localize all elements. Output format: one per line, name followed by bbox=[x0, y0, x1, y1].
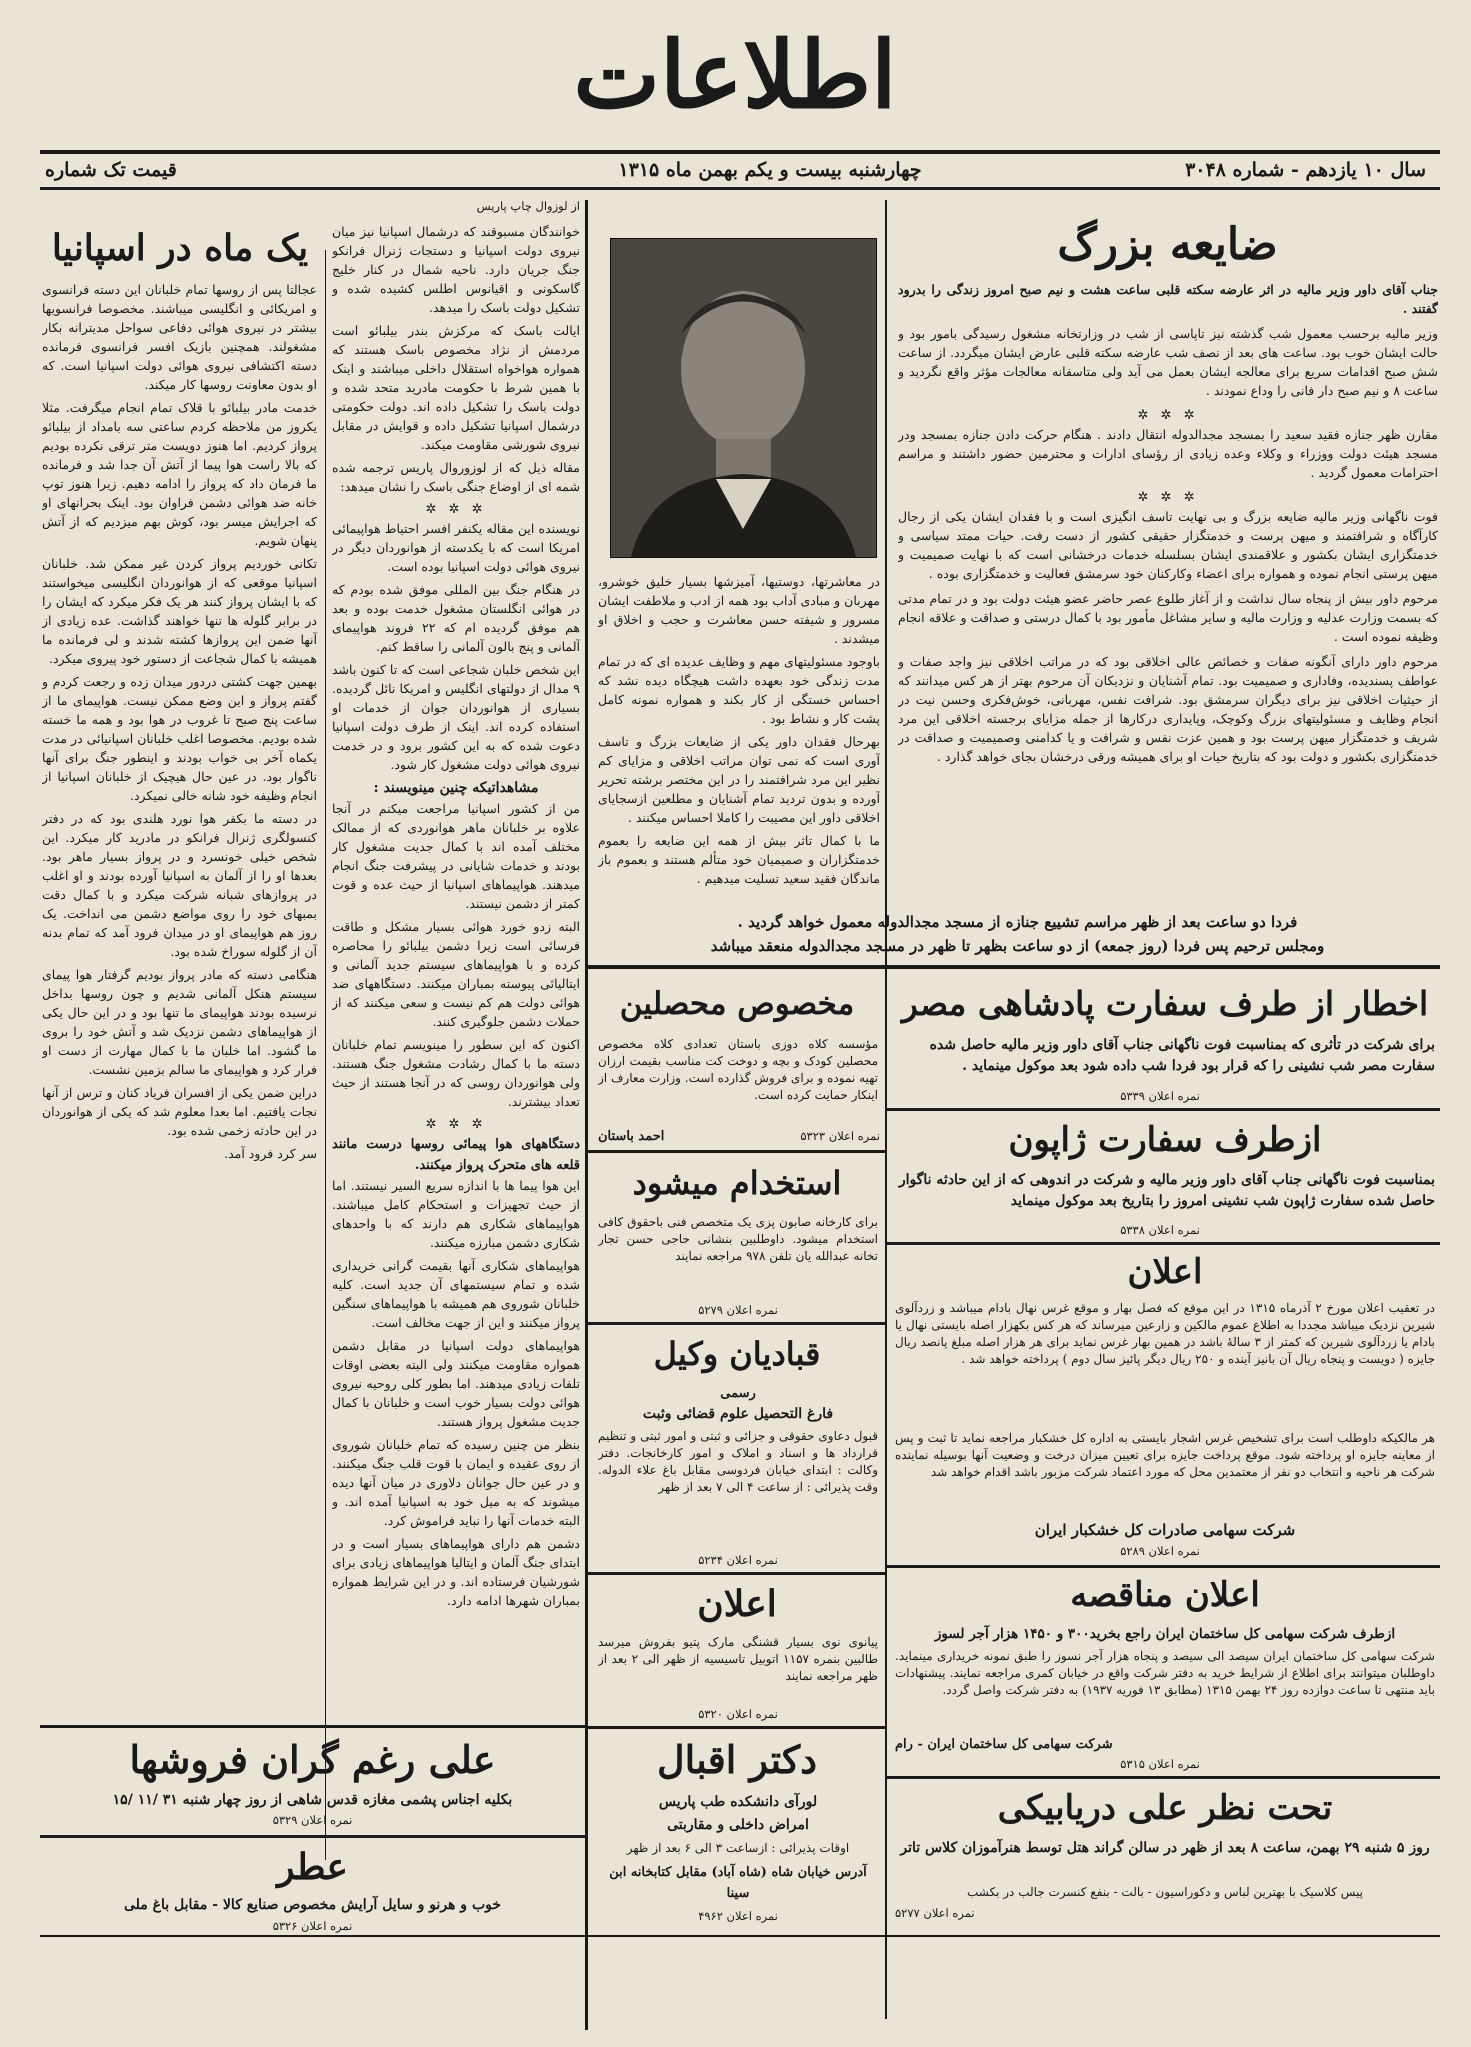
paragraph: هواپیماهای شکاری آنها بقیمت گرانی خریداری شده و تمام سیستمهای آن جدید است. کلیه خلبانان شوروی هم همیشه با هواپیماهای سنگین پرواز میکنند و این از جهت مخالف است. bbox=[332, 1258, 580, 1330]
ad-graduates-title: مخصوص محصلین bbox=[619, 986, 855, 1022]
paragraph: دراین ضمن یکی از افسران فریاد کنان و ترس از آنها نجات یافتیم. اما بعدا معلوم شد که یکی از هوانوردان در این حادثه زخمی شده بود. bbox=[42, 1085, 317, 1138]
paragraph: نویسنده این مقاله یکنفر افسر احتیاط هواپیمائی امریکا است که با یکدسته از هوانوردان دیگر در نیروی هوائی دولت اسپانیا بوده است. bbox=[332, 521, 580, 574]
ad-lawyer-degree: فارغ التحصیل علوم قضائی وثبت bbox=[642, 1406, 834, 1422]
ad-concert-text-2: پیس کلاسیک با بهترین لباس و دکوراسیون - بالت - بنفع کنسرت جالب در بکشب bbox=[966, 1885, 1363, 1899]
dateline-bottom-rule bbox=[40, 187, 1440, 190]
paragraph: جناب آقای داور وزیر مالیه در اثر عارضه سکته قلبی ساعت هشت و نیم صبح امروز زندگی را بدرود گفتند . bbox=[898, 282, 1438, 316]
ad-rule bbox=[887, 1565, 1440, 1568]
dateline-top-rule bbox=[40, 150, 1440, 154]
funeral-notice: فردا دو ساعت بعد از ظهر مراسم تشییع جنازه از مسجد مجدالدوله معمول خواهد گردید . bbox=[737, 913, 1298, 931]
paragraph: این هوا پیما ها با اندازه سریع السیر نیستند. اما از حیث تجهیزات و استحکام کامل میباشند. هواپیماهای شکاری هم دارند که با واحدهای شکاری دشمن مبارزه میکنند. bbox=[332, 1178, 580, 1250]
ad-perfume-title: عطر bbox=[277, 1846, 348, 1888]
section-stars: ✲ ✲ ✲ bbox=[1137, 490, 1199, 505]
ad-perfume-text: خوب و هرنو و سایل آرایش مخصوص صنایع کالا - مقابل باغ ملی bbox=[123, 1897, 502, 1913]
column-rule-right bbox=[885, 200, 887, 965]
ad-rule bbox=[588, 1150, 885, 1153]
ad-japan-text: بمناسبت فوت ناگهانی جناب آقای داور وزیر مالیه و شرکت در اندوهی که از این حادثه ناگوار حاصل شده سفارت ژاپون شب نشینی امروز را بتاریخ بعد موکول مینماید bbox=[898, 1172, 1435, 1209]
ad-rule bbox=[40, 1835, 585, 1838]
ad-graduates-ref: نمره اعلان ۵۳۲۳ bbox=[800, 1129, 880, 1143]
issue-number: سال ۱۰ یازدهم - شماره ۳۰۴۸ bbox=[1185, 159, 1426, 181]
ad-tender-ref: نمره اعلان ۵۳۱۵ bbox=[1120, 1757, 1200, 1771]
issue-date: چهارشنبه بیست و یکم بهمن ماه ۱۳۱۵ bbox=[618, 159, 922, 181]
ad-concert-text: روز ۵ شنبه ۲۹ بهمن، ساعت ۸ بعد از ظهر در سالن گراند هتل توسط هنرآموزان کلاس تاتر bbox=[900, 1840, 1430, 1856]
ad-rule bbox=[588, 1322, 885, 1325]
section-stars: ✲ ✲ ✲ bbox=[425, 1117, 487, 1132]
paragraph: دشمن هم دارای هواپیماهای بسیار است و در ابتدای جنگ آلمان و ایتالیا هواپیماهای زیادی برای شورشیان فرستاده اند. و در این شرایط همواره بمباران شهرها ادامه دارد. bbox=[332, 1536, 580, 1608]
ad-notice-text-2: هر مالکیکه داوطلب است برای تشخیص غرس اشجار بایستی به اداره کل خشکبار مراجعه نماید تا ثبت و پس از معاینه جایزه او پرداخته شود. موقع پرداخت جایزه برای تعیین میزان درخت و وضعیت آنها بوسیله نماینده شرکت هر ناحیه و انتخاب دو نفر از معتمدین محل که مورد اعتماد شرکت مزبور باشد اقدام خواهد شد bbox=[895, 1431, 1435, 1479]
ad-tender-text: شرکت سهامی کل ساختمان ایران سیصد الی سیصد و پنجاه هزار آجر نسوز را طبق نمونه خریداری مینماید. داوطلبان میتوانند برای اطلاع از شرایط خرید به دفتر شرکت واقع در خیابان کمری مراجعه نمایند. پیشنهادات باید منتهی تا ساعت دوازده روز ۲۴ بهمن ۱۳۱۵ (مطابق ۱۳ فوریه ۱۹۳۷) به دفتر شرکت واصل گردد. bbox=[895, 1649, 1435, 1697]
paragraph: مقارن ظهر جنازه فقید سعید را بمسجد مجدالدوله انتقال دادند . هنگام حرکت دادن جنازه بمسجد ودر مسجد هیئت دولت ووزراء و وکلاء وعده زیادی از رؤسای ادارات و محترمین حضور داشتند و مراسم احترامات معمول گردید . bbox=[898, 427, 1438, 480]
ad-rule bbox=[588, 1726, 885, 1729]
ad-graduates-signature: احمد باستان bbox=[598, 1129, 665, 1144]
paragraph: ایالت باسک که مرکزش بندر بیلبائو است مردمش از نژاد مخصوص باسک هستند که همواره هواخواه استقلال داخلی میباشند و اینک با همین شرط با حکومت مادرید متحد شده و دولت باسک را تشکیل داده اند. دولت حکومتی درشمال اسپانیا تشکیل داده و قوایش در مقابل نیروی شورشی مقاومت میکند. bbox=[332, 323, 580, 452]
ads-column-rule bbox=[885, 969, 887, 2019]
ad-egypt-text: برای شرکت در تأثری که بمناسبت فوت ناگهانی جناب آقای داور وزیر مالیه حاصل شده سفارت مصر شب نشینی را که قرار بود فردا شب داده شود بعد موکول مینماید . bbox=[929, 1037, 1435, 1074]
ad-hiring-ref: نمره اعلان ۵۲۷۹ bbox=[698, 1303, 778, 1317]
ad-tender-headline: ازطرف شرکت سهامی کل ساختمان ایران راجع بخرید۳۰۰ و ۱۴۵۰ هزار آجر لسوز bbox=[934, 1626, 1396, 1642]
section-stars: ✲ ✲ ✲ bbox=[425, 502, 487, 517]
paragraph: فوت ناگهانی وزیر مالیه ضایعه بزرگ و بی نهایت تاسف انگیزی است و با فقدان ایشان یکی از رجال کارآگاه و شرافتمند و میهن پرست و خدمتگزار حقیقی کشور از دست رفت. حیات ممتد سیاسی و خدمتگزاری ایشان بکشور و علاقمندی ایشان بسلسله خدمات درخشانی است که با نهایت صمیمیت و میهن پرستی انجام نموده و همواره برای اعضاء وکارکنان خود سرمشق فعالیت و خدمتگزاری بوده . bbox=[898, 509, 1438, 581]
paragraph: در معاشرتها، دوستیها، آمیزشها بسیار خلیق خوشرو، مهربان و مبادی آداب بود همه از ادب و ملاطفت ایشان مسرور و شیفته حسن معاشرت و حجب و اخلاق او میشدند . bbox=[598, 574, 880, 646]
masthead-title: اطلاعات bbox=[573, 21, 897, 129]
paragraph: عجالتا پس از روسها تمام خلبانان این دسته فرانسوی و امریکائی و انگلیسی میباشند. مخصوصا فرانسویها بیشتر در نیروی هوائی دفاعی سواحل مدیترانه بکار مشغولند. همچنین بازیک افسر فرانسوی فرمانده دسته اکتشافی نیروی هوائی دولت اسپانیا است. که او بدون معاونت روسها کار میکند. bbox=[42, 282, 317, 392]
ceremony-notice: ومجلس ترحیم پس فردا (روز جمعه) از دو ساعت بظهر تا ظهر در مسجد مجدالدوله منعقد میباشد bbox=[710, 937, 1325, 955]
ad-doctor-hours: اوقات پذیرائی : ازساعت ۳ الی ۶ بعد از ظهر bbox=[626, 1841, 850, 1855]
ad-tender-title: اعلان مناقصه bbox=[1070, 1575, 1260, 1615]
ad-doctor-text: لورآی دانشکده طب پاریس bbox=[658, 1794, 818, 1810]
ad-rule bbox=[40, 1725, 585, 1728]
obituary-bottom-rule bbox=[588, 965, 1440, 969]
ad-notice-title: اعلان bbox=[1127, 1252, 1203, 1292]
ad-rule bbox=[887, 1108, 1440, 1111]
column-rule-left bbox=[325, 250, 326, 1860]
paragraph: این شخص خلبان شجاعی است که تا کنون باشد ۹ مدال از دولتهای انگلیس و امریکا نائل گردیده. بسیاری از هوانوردان جوان از خدمات او استفاده کرده اند. اینک از طرف دولت اسپانیا دعوت شده که به این کشور برود و در خدمت نیروی هوائی دولت مشغول کار شود. bbox=[332, 662, 580, 772]
paragraph: در هنگام جنگ بین المللی موفق شده بودم که در هوائی انگلستان مشغول خدمت بوده و بعد هم موفق گردیده ام که ۲۲ فروند هواپیمای آلمانی و پنج بالون آلمانی را ساقط کنم. bbox=[332, 582, 580, 654]
page-bottom-rule bbox=[40, 1935, 1440, 1937]
article-title-spain: یک ماه در اسپانیا bbox=[51, 227, 309, 269]
paragraph: البته زدو خورد هوائی بسیار مشکل و طاقت فرسائی است زیرا دشمن بیلبائو را محاصره کرده و با هواپیماهای سیستم جدید آلمانی و ایتالیائی پیوسته بمباران میکنند. دستگاههای ضد هوائی دولت هم کم نیست و سعی میکنند که از حملات دشمن جلوگیری کنند. bbox=[332, 919, 580, 1029]
ad-hiring-title: استخدام میشود bbox=[632, 1164, 842, 1202]
ad-piano-ref: نمره اعلان ۵۳۲۰ bbox=[698, 1707, 778, 1721]
paragraph: در دسته ما بکفر هوا نورد هلندی بود که در دفتر کنسولگری ژنرال فرانکو در مادرید کار میکرد. این شخص خیلی خونسرد و در پرواز بسیار ماهر بود. بعدها او را از آلمان به اسپانیا آورده بودند و او اغلب در پروازهای شبانه شرکت میکرد و با کمال دقت بمبهای خود را روی مواضع دشمن می انداخت. یک روز هم هواپیمای او در میدان فرود آمد که تمام بدنه آن از گلوله سوراخ شده بود. bbox=[42, 811, 317, 959]
paragraph: هنگامی دسته که مادر پرواز بودیم گرفتار هوا پیمای سیستم هنکل آلمانی شدیم و چون روسها بداخل نرسیده بودند هواپیمای ما تنها بود و در این حال یکی از هواپیماهای دشمن نزدیک شد و آتش خود را بروی ما گشود. اما خلبان ما با کمال مهارت از دست او فرار کرد و هواپیمای ما سالم بزمین نشست. bbox=[42, 967, 317, 1077]
paragraph: وزیر مالیه برحسب معمول شب گذشته نیز تاپاسی از شب در وزارتخانه مشغول رسیدگی بامور بود و حالت ایشان خوب بود. ساعت های بعد از نصف شب عارضه سکته قلبی عارض ایشان میگردد. از ساعت شش صبح اقدامات سریع برای معالجه ایشان بعمل می آید ولی متاسفانه معالجات مؤثر واقع نگردید و ساعت ۸ و نیم صبح دار فانی را وداع نمودند . bbox=[898, 326, 1438, 398]
obituary-body bbox=[898, 280, 1438, 905]
spain-column-b bbox=[332, 222, 580, 1712]
paragraph: بهمین جهت کشتی دردور میدان زده و رجعت کردم و گفتم پرواز و این وضع ممکن نیست. هواپیمای ما از ساعت پنج صبح تا غروب در هوا بود و همه ما خسته شده بودیم. مخصوصا اغلب خلبانان اسپانیائی در مدت یکماه آخر بی خواب بودند و اینطور جنگ برای آنها ناگوار بود. در عین حال هیچیک از خلبانان اسپانیا از انجام وظیفه خود شانه خالی نمیکرد. bbox=[42, 674, 317, 803]
paragraph: بهرحال فقدان داور یکی از ضایعات بزرگ و تاسف آوری است که نمی توان مراتب اخلاقی و مزایای کم نظیر این مرد شرافتمند را در این مختصر برشته تحریر آورده و بدون تردید تمام آشنایان و مطلعین ازسجایای اخلاقی داور این مصیبت را کاملا احساس میکنند . bbox=[598, 734, 880, 825]
ad-notice-ref: نمره اعلان ۵۲۸۹ bbox=[1120, 1544, 1200, 1558]
column-rule-center bbox=[585, 200, 588, 2030]
ad-notice-signature: شرکت سهامی صادرات کل خشکبار ایران bbox=[1034, 1521, 1296, 1539]
ad-doctor-ref: نمره اعلان ۴۹۶۲ bbox=[698, 1909, 778, 1923]
spain-column-a bbox=[42, 280, 317, 1710]
ad-rule bbox=[887, 1242, 1440, 1245]
ad-piano-title: اعلان bbox=[697, 1583, 777, 1625]
ad-notice-text: در تعقیب اعلان مورخ ۲ آذرماه ۱۳۱۵ در این موقع که فصل بهار و موقع غرس نهال بادام میباشد و زردآلوی شیرین نزدیک میباشد مجددا به اطلاع عموم مالکین و زارعین میرساند که هر کس بکهزار اصله بایستی نهال یا بادام یا زردآلوی شیرین که کمتر از ۳ سالهٔ باشد در همین بهار غرس نماید برای هر هزار اصله مبلغ پانصد ریال جایزه ( دویست و پنجاه ریال آن بانیز آینده و ۲۵۰ ریال دیگر پائیز سال دوم ) پرداخته خواهد شد . bbox=[895, 1301, 1435, 1366]
paragraph: هواپیماهای دولت اسپانیا در مقابل دشمن همواره مقاومت میکنند ولی البته بعضی اوقات تلفات زیادی میدهند. اما بطور کلی روحیه نیروی هوائی دولت بسیار خوب است و خلبانان با کمال جدیت مشغول پرواز هستند. bbox=[332, 1338, 580, 1429]
paragraph: خوانندگان مسبوقند که درشمال اسپانیا نیز میان نیروی دولت اسپانیا و دستجات ژنرال فرانکو جنگ جریان دارد. ناحیه شمال در کنار خلیج گاسکونی و اقیانوس اطلس کشیده شده و تشکیل دولت باسک را میدهد. bbox=[332, 224, 580, 315]
ad-perfume-ref: نمره اعلان ۵۳۲۶ bbox=[272, 1919, 353, 1933]
article-source: از لوزوال چاپ پاریس bbox=[476, 199, 580, 213]
ad-egypt-title: اخطار از طرف سفارت پادشاهی مصر bbox=[901, 984, 1429, 1023]
ad-expensive-text: بکلیه اجناس پشمی مغازه قدس شاهی از روز چهار شنبه ۳۱ /۱۱ /۱۵ bbox=[112, 1792, 513, 1808]
ad-expensive-ref: نمره اعلان ۵۳۲۹ bbox=[272, 1813, 353, 1827]
ad-japan-ref: نمره اعلان ۵۳۳۸ bbox=[1120, 1223, 1200, 1237]
ad-tender-signature: شرکت سهامی کل ساختمان ایران - رام bbox=[895, 1737, 1113, 1752]
ad-lawyer-title: قبادیان وکیل bbox=[653, 1335, 821, 1373]
ad-lawyer-subtitle: رسمی bbox=[720, 1386, 756, 1401]
ad-concert-ref: نمره اعلان ۵۲۷۷ bbox=[895, 1906, 975, 1920]
ad-concert-title: تحت نظر علی دریابیکی bbox=[997, 1788, 1333, 1828]
ad-expensive-title: علی رغم گران فروشها bbox=[129, 1737, 496, 1782]
paragraph: باوجود مسئولیتهای مهم و وظایف عدیده ای که در تمام مدت زندگی خود بعهده داشت هیچگاه دیده نشد که احساس خستگی از کار بکند و همواره نمونه کامل پشت کار و نشاط بود . bbox=[598, 654, 880, 726]
ad-graduates-text: مؤسسه کلاه دوزی باستان تعدادی کلاه مخصوص محصلین کودک و بچه و دوخت کت مناسب بقیمت ارزان تهیه نموده و برای فروش گذارده است. وزارت معارف از اینکار حمایت کرده است. bbox=[598, 1037, 878, 1102]
ad-hiring-text: برای کارخانه صابون پزی یک متخصص فنی باحقوق کافی استخدام میشود. داوطلبین بنشانی حاجی حسن تجار تخانه عبدالله یان تلفن ۹۷۸ مراجعه نمایند bbox=[598, 1215, 878, 1263]
portrait-photo bbox=[610, 238, 877, 558]
paragraph: مقاله ذیل که از لوزوروال پاریس ترجمه شده شمه ای از اوضاع جنگی باسک را نشان میدهد: bbox=[332, 460, 580, 494]
paragraph: خدمت مادر بیلبائو با قلاک تمام انجام میگرفت. مثلا یکروز من ملاحظه کردم ساعتی سه بامداد از بیلبائو پرواز کردیم. اما هنوز دویست متر ترقی نکرده بودیم که بالا راست هوا پیما از آتش آن جدا شد و فرمانده ما فرمان داد که پرواز را ادامه دهیم. زیرا هنوز توپ خانه ضد هوائی دشمن فراوان بود. اینک بحرانهای او که اجرایش میسر بود، کوش بهم میزدیم که از آتش پنهان شویم. bbox=[42, 400, 317, 548]
subheading: مشاهداتیکه چنین مینویسند : bbox=[373, 780, 539, 796]
paragraph: تکانی خوردیم پرواز کردن غیر ممکن شد. خلبانان اسپانیا موقعی که از هوانوردان انگلیسی میخواستند که با ایشان پرواز کنند هر یک فکر میکرد که ایشان را در برابر گلوله ها تنها خواهند گذاشت. عده زیادی از آنها ضمن این پروازها کشته شدند و لی فرمانده ما همیشه با کمال شجاعت از دستور خود پیروی میکرد. bbox=[42, 556, 317, 666]
paragraph: مرحوم داور دارای آنگونه صفات و خصائص عالی اخلاقی بود که در مراتب اخلاقی نیز واجد صفات و عواطف پسندیده، وفاداری و صمیمیت بود. تمام آشنایان و نزدیکان آن مرحوم بهتر از هر کس میدانند که از حیثیات اخلاقی نیز برای دیگران سرمشق بود. شرافت نفس، مهربانی، خوش‌فکری وحسن نیت در انجام وظایف و مسئولیتهای بزرگ وکوچک، وپایداری درکارها از جمله مزایای برجسته اخلاقی این مرد شریف و خدمتگزار میهن پرست بود و همین عزت نفس و شرافت و یا کدامنی وصمیمیت و صداقت در خدمتگزاری بکشور و دولت بود که بتاریخ حیات او برای همیشه ورقی درخشان بجای خواهد گذارد . bbox=[898, 654, 1438, 764]
ad-egypt-ref: نمره اعلان ۵۳۳۹ bbox=[1120, 1089, 1200, 1103]
paragraph: ما با کمال تاثر بیش از همه این ضایعه را بعموم خدمتگزاران و صمیمیان خود متألم هستند و بعموم باز ماندگان فقید سعید تسلیت میدهیم . bbox=[598, 833, 880, 886]
ad-doctor-address: آدرس خیابان شاه (شاه آباد) مقابل کتابخانه ابن سینا bbox=[609, 1865, 867, 1901]
ad-rule bbox=[588, 1572, 885, 1575]
paragraph: بنظر من چنین رسیده که تمام خلبانان شوروی از روی عقیده و ایمان با قوت قلب جنگ میکنند. و در عین حال جوانان دلاوری در میان آنها دیده میشوند که به میل خود به اسپانیا آمده اند. و البته خدمات آنها را نباید فراموش کرد. bbox=[332, 1437, 580, 1528]
ad-piano-text: پیانوی نوی بسیار قشنگی مارک پتیو بفروش میرسد طالبین بنمره ۱۱۵۷ اتوبیل تاسیسیه از ظهر الی ۲ بعد از ظهر مراجعه نمایند bbox=[598, 1635, 878, 1683]
ad-rule bbox=[887, 1776, 1440, 1779]
paragraph: اکنون که این سطور را مینویسم تمام خلبانان دسته ما با کمال رشادت مشغول جنگ هستند. ولی هوانوردان روسی که در آنجا هستند از حیث تعداد بیشترند. bbox=[332, 1037, 580, 1109]
ad-lawyer-text: قبول دعاوی حقوقی و جزائی و ثبتی و امور ثبتی و تنظیم قرارداد ها و اسناد و املاک و امور کارخانجات. دفتر وکالت : ابتدای خیابان فردوسی مقابل باغ علاء الدوله. وقت پذیرائی : از ساعت ۴ الی ۷ بعد از ظهر bbox=[598, 1429, 878, 1494]
paragraph: سر کرد فرود آمد. bbox=[224, 1146, 317, 1161]
ad-lawyer-ref: نمره اعلان ۵۲۳۴ bbox=[698, 1553, 778, 1567]
ad-doctor-title: دکتر اقبال bbox=[656, 1737, 818, 1782]
issue-price: قیمت تک شماره bbox=[45, 159, 177, 181]
portrait-illustration bbox=[611, 239, 876, 557]
paragraph: مرحوم داور بیش از پنجاه سال نداشت و از آغاز طلوع عصر حاضر عضو هیئت دولت بود و در تمام مدتی که بسمت وزارت عدلیه و وزارت مالیه و سایر مشاغل مأمور بود با کمال درستی و صداقت و علاقه انجام وظیفه نموده است . bbox=[898, 591, 1438, 644]
section-stars: ✲ ✲ ✲ bbox=[1137, 408, 1199, 423]
ad-japan-title: ازطرف سفارت ژاپون bbox=[1008, 1120, 1322, 1160]
ad-doctor-specialty: امراض داخلی و مقاربتی bbox=[667, 1817, 809, 1833]
obituary-continued bbox=[598, 572, 880, 907]
paragraph: من از کشور اسپانیا مراجعت میکنم در آنجا علاوه بر خلبانان ماهر هوانوردی که از ممالک مختلف آمده اند با کمال جدیت مشغول کار بودند و خدمات شایانی در پیشرفت جنگ انجام میدهند. هواپیماهای اسپانیا از حیث عده و قوت کمتر از دشمن نیستند. bbox=[332, 801, 580, 911]
subheading: دستگاههای هوا پیمائی روسها درست مانند قلعه های متحرک پرواز میکنند. bbox=[332, 1137, 580, 1173]
obituary-title: ضایعه بزرگ bbox=[1057, 219, 1278, 270]
